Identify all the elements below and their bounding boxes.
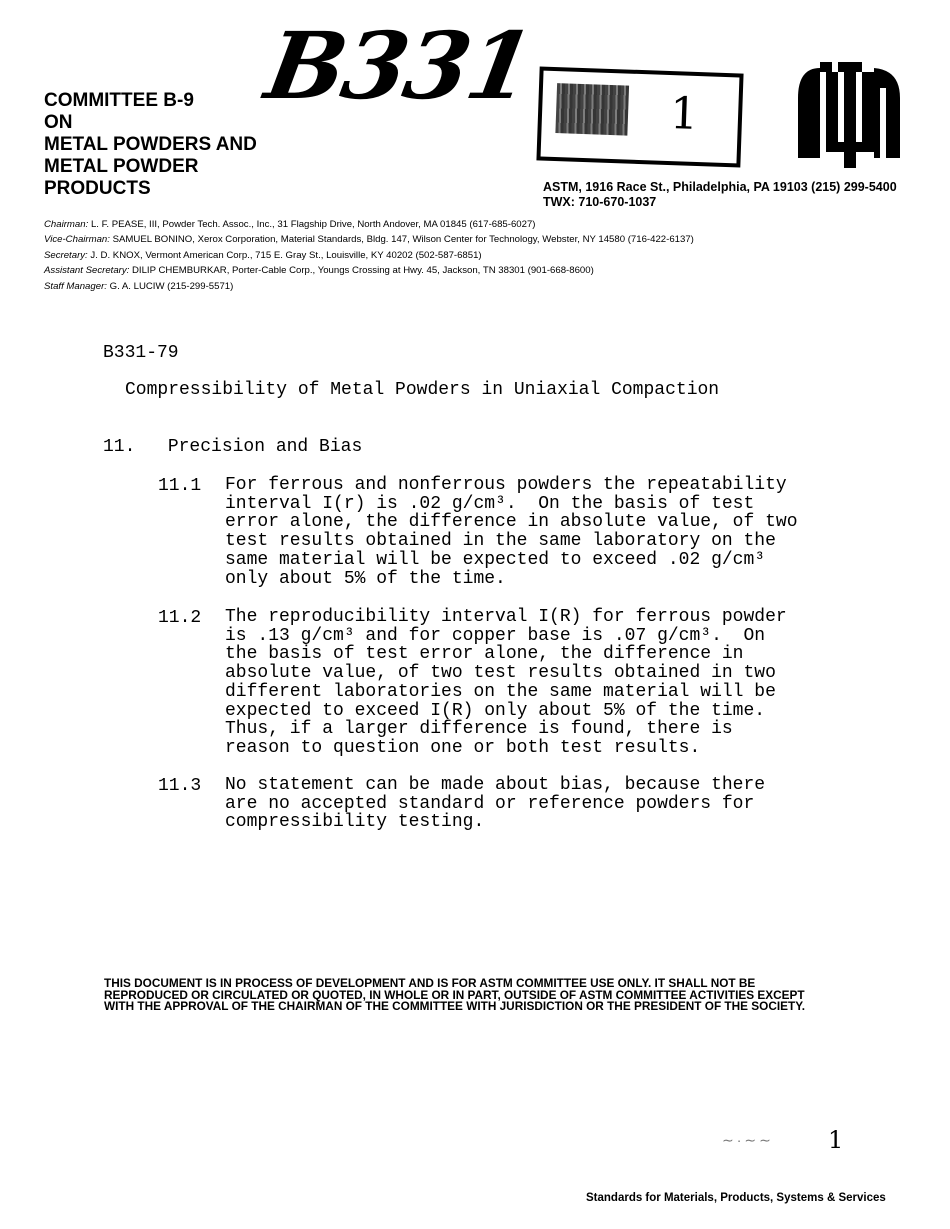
address-line: ASTM, 1916 Race St., Philadelphia, PA 19103 (215) 299-5400 [543,180,897,194]
committee-line: METAL POWDERS AND [44,134,257,155]
document-id: B331-79 [103,343,179,363]
officer-vice-chairman: Vice-Chairman: SAMUEL BONINO, Xerox Corporation, Material Standards, Bldg. 147, Wilson Center for Technology, Webster, NY 14580 (716-422-6137) [44,234,694,246]
clause-text: For ferrous and nonferrous powders the repeatability interval I(r) is .02 g/cm³. On the basis of test error alone, the difference in absolute value, of two test results obtained in the same laboratory on the same material will be expected to exceed .02 g/cm³ only about 5% of the time. [225,475,798,589]
clause-text: No statement can be made about bias, because there are no accepted standard or reference powders for compressibility testing. [225,775,766,833]
footer-tagline: Standards for Materials, Products, Systems & Services [586,1192,886,1204]
stamp-word-graphic [555,83,629,135]
astm-logo [790,58,908,176]
clause-number: 11.2 [158,608,202,628]
committee-line: ON [44,112,73,133]
clause-11-1 [158,476,838,591]
clause-number: 11.1 [158,476,202,496]
clause-number: 11.3 [158,776,202,796]
committee-line: METAL POWDER [44,156,199,177]
committee-line: PRODUCTS [44,178,151,199]
faint-page-mark: ∼·∼∼ [722,1132,774,1148]
astm-address [543,180,897,210]
committee-line: COMMITTEE B-9 [44,90,194,111]
item-stamp [536,66,743,167]
officer-chairman: Chairman: L. F. PEASE, III, Powder Tech. Assoc., Inc., 31 Flagship Drive, North Andover, MA 01845 (617-685-6027) [44,219,536,230]
section-title: Precision and Bias [167,437,363,457]
officer-staff-manager: Staff Manager: G. A. LUCIW (215-299-5571) [44,280,234,292]
stamp-item-number: 1 [669,88,700,141]
officer-secretary: Secretary: J. D. KNOX, Vermont American Corp., 715 E. Gray St., Louisville, KY 40202 (502-587-6851) [44,249,482,261]
page-number: 1 [828,1126,844,1154]
clause-11-2 [158,608,838,760]
restricted-use-notice: THIS DOCUMENT IS IN PROCESS OF DEVELOPMENT AND IS FOR ASTM COMMITTEE USE ONLY. IT SHALL NOT BE REPRODUCED OR CIRCULATED OR QUOTED, IN WHOLE OR IN PART, OUTSIDE OF ASTM COMMITTEE ACTIVITIES EXCEPT WITH THE APPROVAL OF THE CHAIRMAN OF THE COMMITTEE WITH JURISDICTION OR THE PRESIDENT OF THE SOCIETY. [104,976,806,1014]
handwritten-document-number: B331 [258,12,540,120]
document-title: Compressibility of Metal Powders in Uniaxial Compaction [125,380,720,400]
section-heading [103,437,362,457]
section-number: 11. [103,437,136,457]
committee-heading [44,90,284,200]
clause-11-3 [158,776,838,836]
officer-assistant-secretary: Assistant Secretary: DILIP CHEMBURKAR, Porter-Cable Corp., Youngs Crossing at Hwy. 45, Jackson, TN 38301 (901-668-8600) [44,265,594,277]
clause-text: The reproducibility interval I(R) for ferrous powder is .13 g/cm³ and for copper base is .07 g/cm³. On the basis of test error alone, the difference in absolute value, of two test results obtained in two different laboratories on the same material will be expected to exceed I(R) only about 5% of the time. Thus, if a larger difference is found, there is reason to question one or both test results. [225,607,787,758]
officers-list [44,217,694,294]
twx-line: TWX: 710-670-1037 [543,195,657,209]
